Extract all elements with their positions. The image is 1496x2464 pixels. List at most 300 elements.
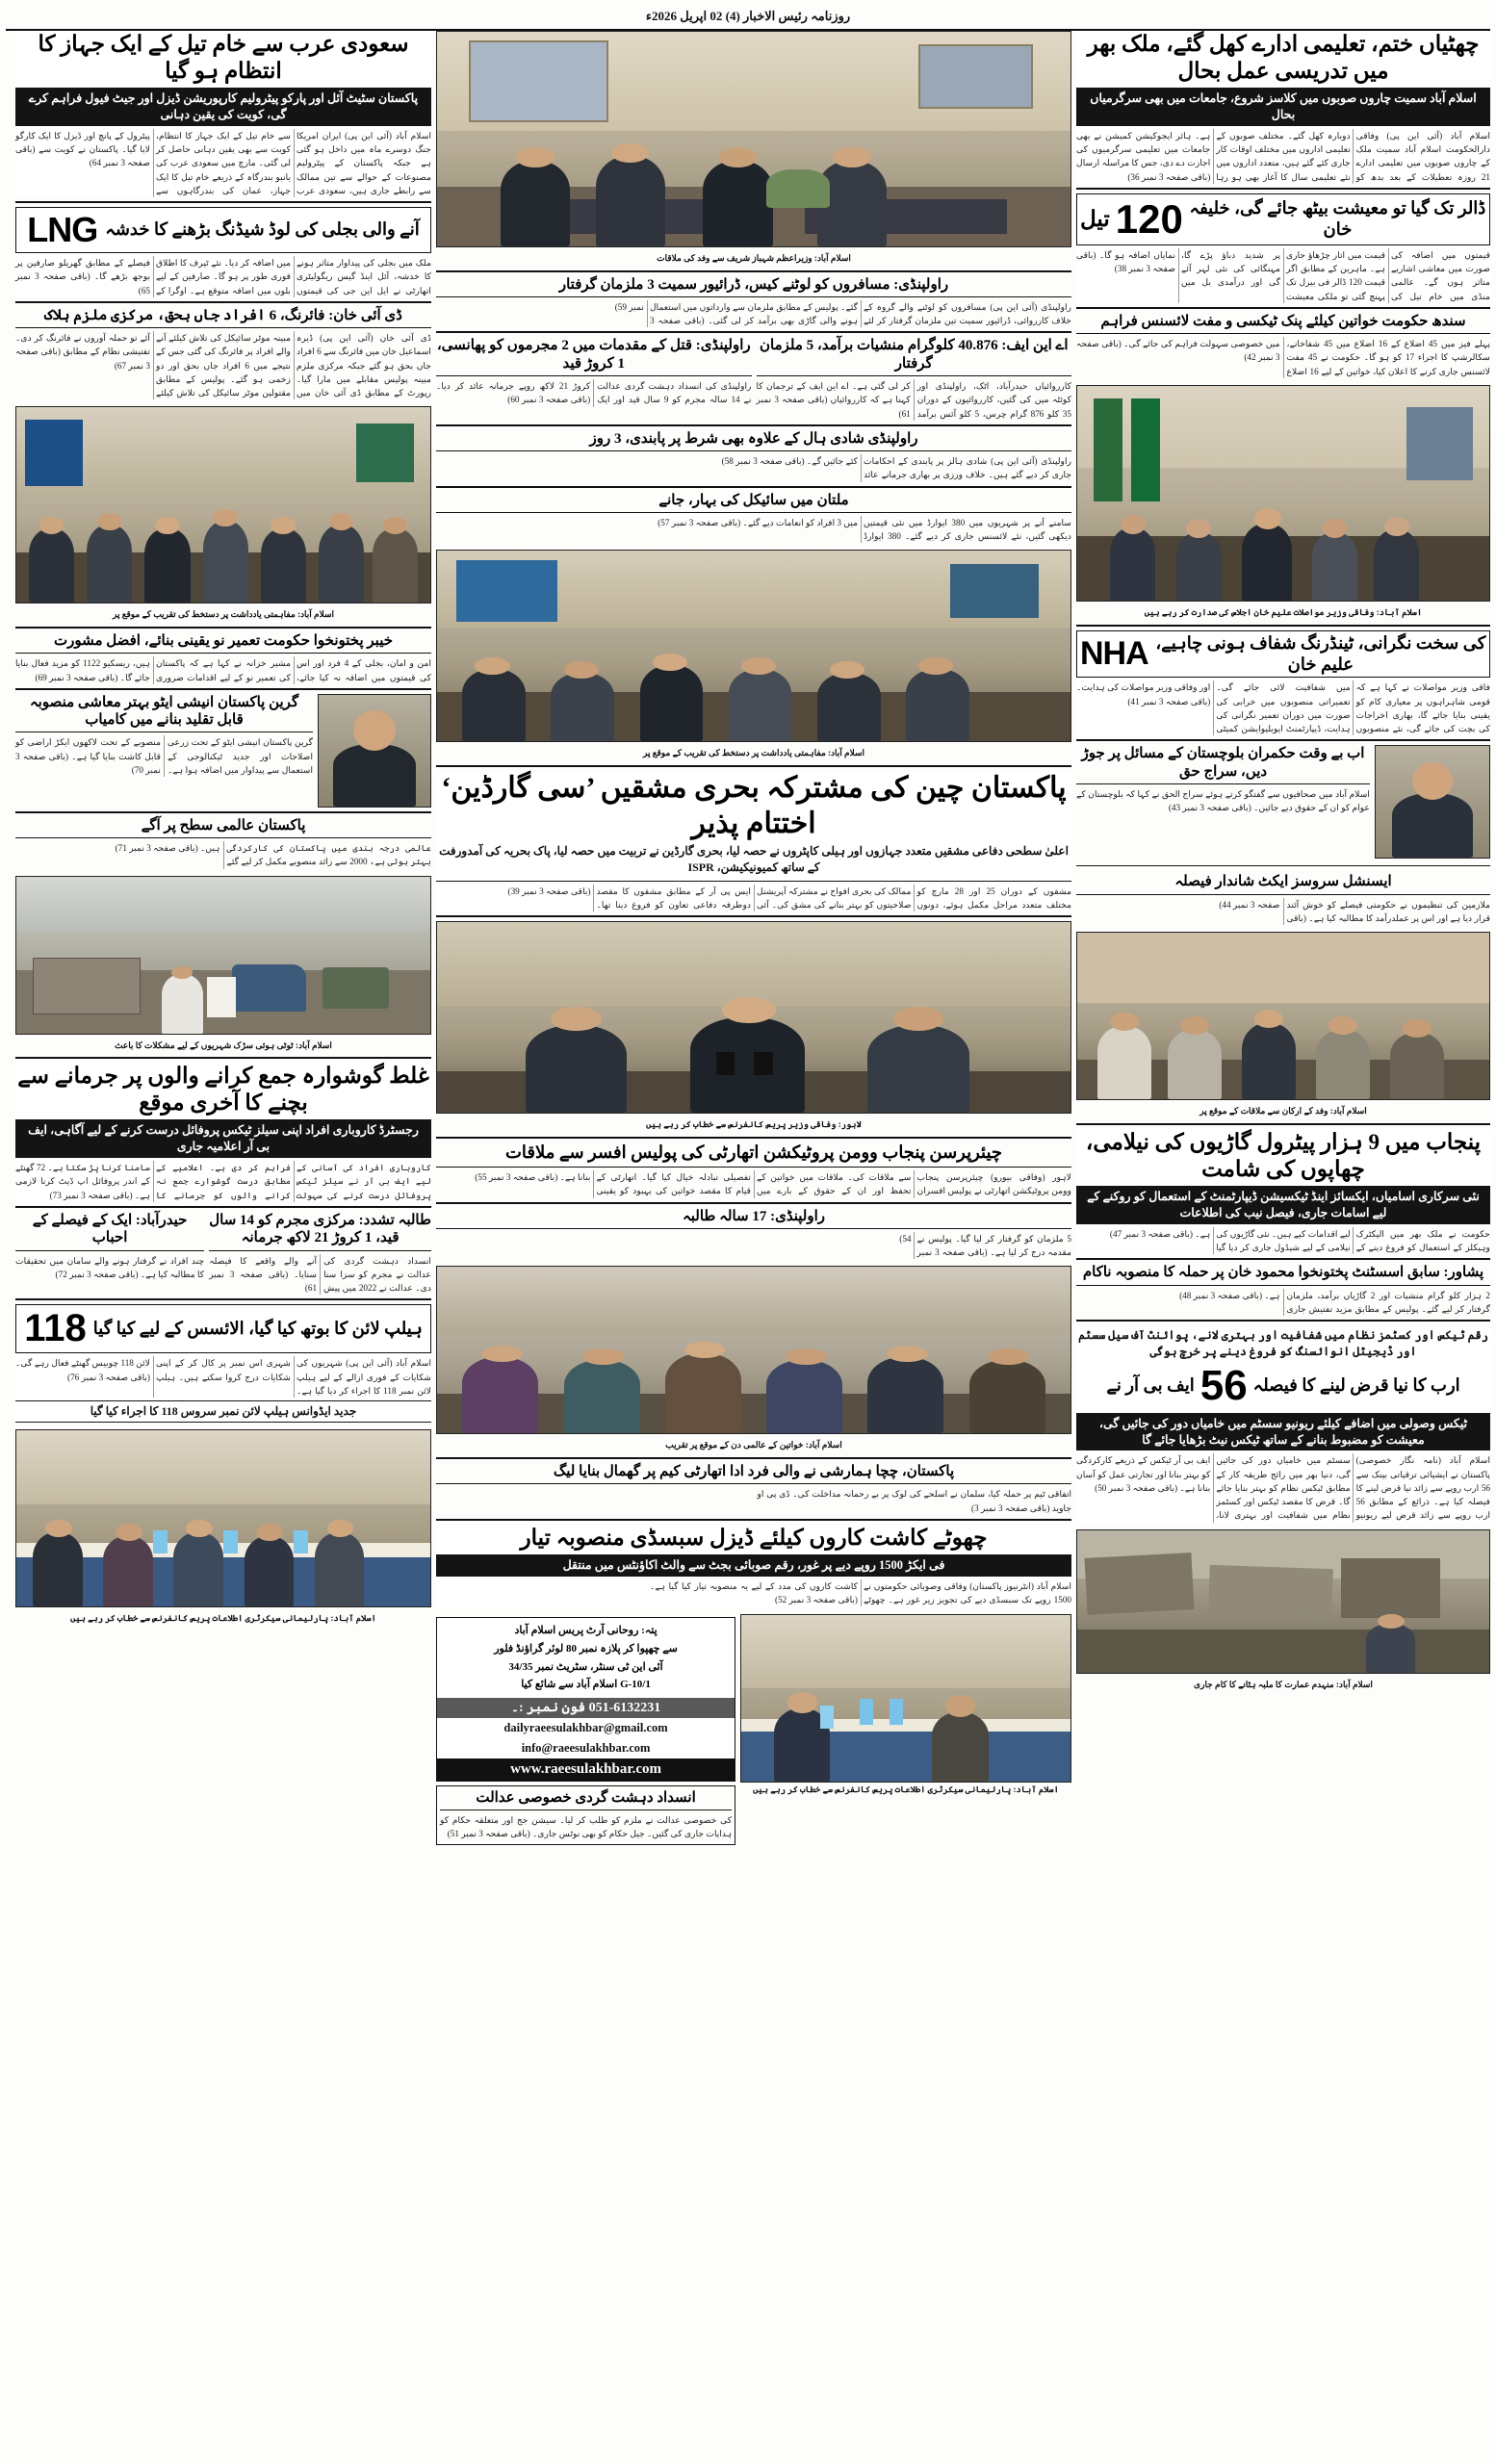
- photo-group-signing: [15, 406, 431, 603]
- divider: [1076, 625, 1490, 627]
- photo-water-bottle: [223, 1530, 238, 1553]
- story-ghalat: [15, 1063, 431, 1202]
- divider: [436, 450, 1071, 451]
- fbr56-headline: ارب کا نیا قرض لینے کا فیصلہ: [1252, 1374, 1460, 1395]
- photo-debris: [1084, 1553, 1194, 1615]
- photo-vehicle: [322, 967, 389, 1008]
- anti-terror-jump: (باقی صفحہ 3 نمبر 51): [447, 1829, 530, 1839]
- photo-person: [1110, 527, 1155, 601]
- photo-person: [906, 669, 969, 741]
- photo-backdrop: [1077, 933, 1489, 1099]
- caption-rubble: اسلام آباد: منہدم عمارت کا ملبہ ہٹانے کا کام جاری: [1194, 1679, 1373, 1689]
- photo-wall: [437, 1267, 1070, 1333]
- pak-cricket-body: [436, 1487, 1071, 1515]
- dikhan-body: [15, 331, 431, 399]
- nha-body: [1076, 680, 1490, 735]
- caption-conference: اسلام آباد: پارلیمانی سیکرٹری اطلاعات پریس کانفرنس سے خطاب کر رہے ہیں: [753, 1784, 1059, 1795]
- hyderabad-body: [15, 1254, 204, 1282]
- fbr56-body-text: اسلام آباد (نامہ نگار خصوصی) پاکستان نے ایشیائی ترقیاتی بینک سے 56 ارب روپے سے زائد نیا قرض لینے کا فیصلہ کیا ہے۔ ذرائع کے مطابق 56 ارب روپے سے زائد قرض لیے ریونیو سسٹم میں خامیاں دور کی جائیں گی، دنیا بھر میں رائج طریقہ کار کے مطابق ٹیکس نظام کو بہتر بنایا جائے گا۔ قرض کا مقصد ٹیکس اور کسٹمز نظام میں شفافیت اور بہتری لانا، ایف بی آر ٹیکس کے ذریعے کارکردگی کو بہتر بنانا اور تجارتی عمل کو آسان بنانا ہے۔: [1076, 1455, 1490, 1521]
- contact-address-line2: سے چھپوا کر پلازہ نمبر 80 لوئر گراؤنڈ فلور: [494, 1642, 678, 1655]
- contact-box: [436, 1617, 735, 1782]
- saudi-jump: (باقی صفحہ 3 نمبر 64): [15, 144, 150, 168]
- divider: [436, 270, 1071, 272]
- photo-person: [245, 1536, 295, 1606]
- punjab-card-body-text: حکومت نے ملک بھر میں الیکٹرک وہیکلز کے استعمال کو فروغ دینے کے لیے اقدامات کیے ہیں۔ نئی گاڑیوں کی نیلامی کے لیے شیڈول جاری کر دیا گیا ہے۔: [1195, 1228, 1490, 1253]
- rwp-student-jump: (باقی صفحہ 3 نمبر 54): [899, 1233, 988, 1258]
- photo-person: [173, 1532, 223, 1606]
- photo-person: [867, 1357, 943, 1434]
- photo-microphone: [716, 1052, 735, 1075]
- photo-screen: [1406, 407, 1472, 480]
- divider: [15, 327, 431, 328]
- lng-body: [15, 256, 431, 297]
- divider: [436, 1457, 1071, 1459]
- divider: [436, 1137, 1071, 1139]
- contact-address-line1: پتہ: روحانی آرٹ پریس اسلام آباد: [514, 1625, 658, 1637]
- story-pak-china: [436, 771, 1071, 911]
- kpk-jump: (باقی صفحہ 3 نمبر 69): [35, 672, 118, 682]
- pak-cricket-body-text: اتفاقی ٹیم پر حملہ کیا، سلمان نے اسلحے کی لوک پر بے رحمانہ مداخلت کی۔ ڈی پی او جاوید: [757, 1489, 1071, 1513]
- anf-body-text: کارروائیاں حیدرآباد، اٹک، راولپنڈی اور کوئٹہ میں کی گئیں، کارروائیوں کے دوران 35 کلو 876 گرام چرس، 5 کلو آئس برآمد کر لی گئی ہے۔ اے این ایف کے ترجمان کا کہنا ہے کہ کارروائیاں: [756, 381, 1071, 419]
- divider: [15, 201, 431, 203]
- photo-backdrop: [16, 1430, 430, 1606]
- photo-person-head: [353, 710, 396, 751]
- photo-backdrop: [16, 407, 430, 603]
- green-pak-body: [15, 735, 313, 777]
- balochistan-row: [1076, 745, 1490, 859]
- photo-person: [462, 669, 526, 741]
- photo-pedestrian: [162, 974, 203, 1034]
- story-fbr56: [1076, 1325, 1490, 1523]
- punjab-card-jump: (باقی صفحہ 3 نمبر 47): [1109, 1228, 1193, 1239]
- story-rawalpindi-arrest: [436, 276, 1071, 328]
- ghalat-jump: (باقی صفحہ 3 نمبر 73): [49, 1190, 133, 1200]
- photo-backdrop: [1077, 1530, 1489, 1673]
- nha-body-text: فاقی وزیر مواصلات نے کہا ہے کہ قومی شاہراہوں پر معیاری کام کو یقینی بنایا جائے گا، بھاری اخراجات کی بچت کی جائے گی، نئے منصوبوں میں شفافیت لائی جائے گی۔ تعمیراتی منصوبوں میں خرابی کی صورت میں دوران تعمیر نگرانی کی ہدایت، ڈیپارٹمنٹ ایویلیوایشن کمیٹی اور وفاقی وزیر مواصلات کی ہدایت۔: [1076, 682, 1490, 734]
- pak-global-headline: پاکستان عالمی سطح پر آگے: [141, 817, 306, 834]
- anf-jump: (باقی صفحہ 3 نمبر 61): [756, 395, 911, 419]
- diesel-body-text: اسلام آباد (انٹرنیوز پاکستان) وفاقی وصوبائی حکومتوں نے 1500 روپے تک سبسڈی دیے کی تجویز زیر غور ہے۔ چھوٹے کاشت کاروں کی مدد کے لیے یہ منصوبہ تیار کیا گیا ہے۔: [650, 1580, 1071, 1604]
- photo-person: [932, 1712, 988, 1783]
- sindh-headline: سندھ حکومت خواتین کیلئے پنک ٹیکسی و مفت لائسنس فراہم: [1100, 313, 1466, 329]
- photo-person-head: [1180, 1016, 1209, 1035]
- helpline-headline: ہیلپ لائن کا بوتھ کیا گیا، الائسس کے لیے کیا گیا: [92, 1318, 423, 1338]
- photo-water-bottle: [820, 1706, 834, 1729]
- photo-person: [551, 673, 614, 741]
- punjab-police-jump: (باقی صفحہ 3 نمبر 55): [475, 1172, 558, 1183]
- column-right: [1076, 31, 1490, 2456]
- divider: [1076, 1123, 1490, 1125]
- rwp-arrest-jump: (باقی صفحہ 3 نمبر 59): [614, 301, 705, 326]
- divider: [1076, 739, 1490, 741]
- anti-terror-headline: انسداد دہشت گردی خصوصی عدالت: [476, 1789, 696, 1806]
- lng-body-text: ملک میں بجلی کی پیداوار متاثر ہونے کا خدشہ، آئل اینڈ گیس ریگولیٹری اتھارٹی نے ایل این جی کی قیمتوں میں اضافہ کر دیا۔ نئے ٹیرف کا اطلاق فوری طور پر ہو گا۔ صارفین کے لیے بلوں میں اضافہ متوقع ہے۔ اوگرا کے فیصلے کے مطابق گھریلو صارفین پر بوجھ بڑھے گا۔: [15, 258, 431, 295]
- anf-body: [757, 379, 1072, 421]
- wedding-jump: (باقی صفحہ 3 نمبر 58): [721, 456, 805, 467]
- photo-women: [436, 1266, 1071, 1434]
- story-rwp-student: [436, 1208, 1071, 1260]
- dikhan-body-text: ڈی آئی خان (آئی این پی) ڈیرہ اسماعیل خان میں فائرنگ سے 6 افراد جاں بحق ہو گئے جبکہ مرکزی ملزم مبینہ پولیس مقابلے میں مارا گیا۔ رپورٹ کے مطابق ڈی آئی خان میں مبینہ موٹر سائیکل کی تلاش کیلئے آنے والے افراد پر فائرنگ کی گئی جس کے نتیجے میں 6 افراد جاں بحق اور دو زخمی ہو گئے۔ پولیس کے مطابق مقتولین موٹر سائیکل کی تلاش کیلئے آئے تو حملہ آوروں نے فائرنگ کر دی۔ تفتیشی نظام کے مطابق: [15, 333, 431, 398]
- ghalat-body-text: کاروباری افراد کی آسانی کے لیے ایف بی آر نے سیلز ٹیکس پروفائل درست کرنے کی سہولت فراہم کر دی ہے۔ اعلامیے کے مطابق درست گوشوارے جمع نہ کرانے والوں کو جرمانے کا سامنا کرنا پڑ سکتا ہے۔ 72 گھنٹے کے اندر پروفائل اپ ڈیٹ کرنا لازمی ہے۔: [15, 1163, 431, 1200]
- pak-china-subhead: اعلیٰ سطحی دفاعی مشقیں متعدد جہازوں اور ہیلی کاپٹروں نے حصہ لیا، بحری گارڈین نے تربیت میں حصہ لیا، پاک بحریہ کی آمدورفت کے ساتھ کمیونیکیشن، ISPR: [439, 844, 1069, 875]
- photo-backdrop: [741, 1615, 1070, 1782]
- anf-headline: اے این ایف: 40.876 کلوگرام منشیات برآمد، 5 ملزمان گرفتار: [759, 338, 1069, 372]
- photo-screen: [356, 424, 414, 482]
- greenpak-row: [15, 694, 431, 808]
- divider: [15, 1206, 431, 1208]
- photo-portrait-official: [1375, 745, 1490, 859]
- divider: [436, 915, 1071, 917]
- peshawar-body: [1076, 1289, 1490, 1317]
- photo-person-head: [1121, 515, 1146, 534]
- photo-person-head: [1254, 508, 1281, 529]
- punjab-police-headline: چیئرپرسن پنجاب وومن پروٹیکشن اتھارٹی کی پولیس افسر سے ملاقات: [504, 1142, 1003, 1163]
- rwp-fine-headline: راولپنڈی: قتل کے مقدمات میں 2 مجرموں کو پھانسی، 1 کروڑ قید: [436, 338, 751, 372]
- photo-person-head: [551, 1007, 602, 1032]
- rwp-student-headline: راولپنڈی: 17 سالہ طالبہ: [682, 1208, 826, 1224]
- contact-wrap: [436, 1614, 735, 1844]
- pak-china-jump: (باقی صفحہ 3 نمبر 39): [507, 886, 591, 896]
- leftrow-taliba: [15, 1212, 431, 1295]
- story-multan: [436, 492, 1071, 544]
- fbr56-banner-top: رقم ٹیکس اور کسٹمز نظام میں شفافیت اور بہتری لانے، پوائنٹ آف سیل سسٹم اور ڈیجیٹل انوائسنگ کو فروغ دینے پر خرچ ہوگی: [1078, 1328, 1488, 1358]
- story-dikhan: [15, 307, 431, 400]
- balochistan-body: [1076, 787, 1370, 815]
- photo-person-head: [722, 997, 776, 1024]
- hyderabad-body-text: چند افراد نے گرفتار ہونے والے سامان میں تحقیقات کا مطالبہ کیا ہے۔: [15, 1255, 205, 1279]
- photo-water-bottle: [153, 1530, 168, 1553]
- essential-jump: (باقی صفحہ 3 نمبر 44): [1219, 899, 1306, 924]
- caption-panel-conference: اسلام آباد: پارلیمانی سیکرٹری اطلاعات پریس کانفرنس سے خطاب کر رہے ہیں: [70, 1612, 376, 1623]
- contact-phone-number: 051-6132231: [588, 1700, 661, 1715]
- bottom-row: [436, 1614, 1071, 1844]
- photo-flag-a: [1094, 398, 1122, 501]
- divider: [1076, 1258, 1490, 1260]
- photo-person-head: [481, 1346, 523, 1362]
- helpline-body-text: اسلام آباد (آئی این پی) شہریوں کی شکایات کے فوری ازالے کے لیے ہیلپ لائن نمبر 118 کا اجراء کر دیا گیا ہے۔ شہری اس نمبر پر کال کر کے اپنی شکایات درج کروا سکتے ہیں۔ ہیلپ لائن 118 چوبیس گھنٹے فعال رہے گی۔: [15, 1358, 431, 1396]
- photo-backdrop: [437, 551, 1070, 741]
- pak-global-body-text: عالمی درجہ بندی میں پاکستان کی کارکردگی بہتر ہوئی ہے، 2000 سے زائد منصوبے مکمل کر لیے گئے ہیں۔: [199, 843, 431, 867]
- masthead: [6, 4, 1490, 29]
- photo-person: [87, 525, 132, 603]
- column-left: [15, 31, 431, 2456]
- oil-big-number: 120: [1115, 195, 1183, 242]
- page-body: [6, 31, 1490, 2456]
- photo-person: [665, 1353, 741, 1433]
- midrow-3: [436, 1463, 1071, 1515]
- fbr56-jump: (باقی صفحہ 3 نمبر 50): [1095, 1482, 1178, 1493]
- photo-panel-conference: [15, 1429, 431, 1607]
- story-pak-cricket: [436, 1463, 1071, 1515]
- story-rwp-fine: [436, 337, 752, 420]
- wedding-headline: راولپنڈی شادی ہال کے علاوہ بھی شرط پر پابندی، 3 روز: [589, 430, 918, 447]
- divider: [15, 1057, 431, 1059]
- photo-person: [319, 525, 364, 603]
- divider: [436, 881, 1071, 882]
- caption-presser: لاہور: وفاقی وزیر پریس کانفرنس سے خطاب کر رہے ہیں: [646, 1119, 862, 1130]
- punjab-police-body-text: لاہور (وفاقی بیورو) چیئرپرسن پنجاب وومن پروٹیکشن اتھارٹی نے پولیس افسران سے ملاقات کی۔ ملاقات میں خواتین کے تحفظ اور ان کے حقوق کے بارے میں تفصیلی تبادلہ خیال کیا گیا۔ اتھارٹی کے قیام کا مقصد خواتین کی بہبود کو یقینی بنانا ہے۔: [559, 1172, 1071, 1196]
- divider: [15, 688, 431, 690]
- pak-cricket-jump: (باقی صفحہ 3 نمبر 3): [971, 1502, 1050, 1513]
- helpline-big-number: 118: [24, 1307, 87, 1350]
- story-kpk: [15, 632, 431, 684]
- photo-conference: [740, 1614, 1071, 1783]
- photo-person: [640, 665, 704, 741]
- photo-person-head: [475, 657, 509, 675]
- photo-person-head: [1254, 1010, 1283, 1028]
- photo-person: [867, 1025, 968, 1113]
- photo-conference-wrap: [740, 1614, 1071, 1798]
- peshawar-jump: (باقی صفحہ 3 نمبر 48): [1179, 1290, 1263, 1300]
- photo-person-head: [1384, 517, 1409, 536]
- nha-brand: NHA: [1080, 635, 1148, 673]
- wedding-body: [436, 454, 1071, 482]
- rwp-arrest-headline: راولپنڈی: مسافروں کو لوٹنے کیس، ڈرائیور سمیت 3 ملزمان گرفتار: [558, 276, 949, 293]
- photo-plant: [766, 169, 830, 208]
- photo-trench: [33, 958, 141, 1014]
- divider: [436, 331, 1071, 333]
- photo-person-head: [1328, 1016, 1357, 1035]
- photo-person-head: [1412, 762, 1453, 800]
- story-pakistan-global: [15, 817, 431, 869]
- photo-screen: [950, 564, 1039, 617]
- caption-delegation: اسلام آباد: وفد کے ارکان سے ملاقات کے موقع پر: [1199, 1106, 1367, 1116]
- photo-signing: [436, 550, 1071, 742]
- divider: [436, 765, 1071, 767]
- divider: [15, 301, 431, 303]
- taliba-jump: (باقی صفحہ 3 نمبر 61): [209, 1269, 318, 1294]
- ghalat-body: [15, 1161, 431, 1202]
- divider: [1076, 307, 1490, 309]
- divider: [1076, 1320, 1490, 1322]
- schools-body: [1076, 129, 1490, 184]
- photo-debris: [1208, 1565, 1333, 1618]
- photo-person-head: [653, 654, 687, 671]
- divider: [436, 375, 752, 376]
- photo-person-head: [97, 513, 122, 530]
- pak-china-headline: پاکستان چین کی مشترکہ بحری مشقیں ’سی گارڈین‘ اختتام پذیر: [441, 772, 1067, 839]
- photo-backdrop: [319, 695, 430, 807]
- photo-wall: [741, 1615, 1070, 1688]
- rwp-fine-body: [436, 379, 752, 407]
- photo-person-head: [1378, 1614, 1405, 1629]
- contact-website[interactable]: www.raeesulakhbar.com: [437, 1758, 735, 1781]
- story-wedding: [436, 430, 1071, 482]
- divider: [15, 837, 431, 838]
- rwp-arrest-body-text: راولپنڈی (آئی این پی) مسافروں کو لوٹنے والے گروہ کے خلاف کارروائی، ڈرائیور سمیت تین ملزمان گرفتار کر لئے گئے۔ پولیس کے مطابق ملزمان سے وارداتوں میں استعمال ہونے والی گاڑی بھی برآمد کر لی گئی۔: [650, 301, 1071, 326]
- photo-flag: [207, 977, 236, 1017]
- caption-street: اسلام آباد: ٹوٹی ہوئی سڑک شہریوں کے لیے مشکلات کا باعث: [115, 1040, 332, 1050]
- story-nha: [1076, 630, 1490, 736]
- divider: [436, 486, 1071, 488]
- column-middle: [436, 31, 1071, 2456]
- photo-rubble: [1076, 1529, 1490, 1674]
- photo-backdrop: [437, 1267, 1070, 1433]
- photo-person: [564, 1360, 640, 1433]
- rwp-arrest-body: [436, 300, 1071, 328]
- divider: [1076, 783, 1370, 784]
- lng-headline: آنے والی بجلی کی لوڈ شیڈنگ بڑھنے کا خدشہ: [105, 219, 420, 240]
- divider: [436, 296, 1071, 297]
- photo-person: [261, 528, 306, 603]
- dikhan-headline: ڈی آئی خان: فائرنگ، 6 افراد جاں بحق، مرکزی ملزم ہلاک: [44, 307, 402, 323]
- photo-person: [333, 744, 416, 807]
- fbr56-body: [1076, 1453, 1490, 1522]
- photo-street: [15, 876, 431, 1035]
- nha-headline: کی سخت نگرانی، ٹینڈرنگ شفاف ہونی چاہیے، علیم خان: [1155, 632, 1486, 674]
- green-pak-jump: (باقی صفحہ 3 نمبر 70): [15, 751, 161, 775]
- photo-debris: [1341, 1558, 1440, 1618]
- contact-address-line4: G-10/1 اسلام آباد سے شائع کیا: [521, 1679, 651, 1691]
- photo-person-head: [171, 966, 193, 979]
- caption-women: اسلام آباد: خواتین کے عالمی دن کے موقع پر تقریب: [665, 1440, 842, 1450]
- diesel-headline: چھوٹے کاشت کاروں کیلئے ڈیزل سبسڈی منصوبہ تیار: [520, 1525, 988, 1550]
- photo-person-head: [945, 1695, 975, 1716]
- fbr56-headline-box: [1076, 1362, 1490, 1410]
- schools-jump: (باقی صفحہ 3 نمبر 36): [1127, 171, 1211, 182]
- lng-headline-box: [15, 207, 431, 253]
- divider: [436, 1167, 1071, 1168]
- contact-phone-label: فون نمبر :۔: [510, 1700, 586, 1715]
- photo-person: [373, 528, 418, 603]
- photo-person: [1374, 529, 1419, 601]
- divider: [15, 627, 431, 629]
- divider: [436, 424, 1071, 426]
- oil-body-text: قیمتوں میں اضافہ کی صورت میں معاشی اشاریے متاثر ہوں گے۔ عالمی منڈی میں خام تیل کی قیمت میں اتار چڑھاؤ جاری ہے۔ ماہرین کے مطابق اگر قیمت 120 ڈالر فی بیرل تک پہنچ گئی تو ملکی معیشت پر شدید دباؤ پڑے گا، مہنگائی کی نئی لہر آئے گی اور درآمدی بل میں نمایاں اضافہ ہو گا۔: [1099, 249, 1490, 301]
- photo-person: [1312, 532, 1357, 601]
- fbr56-headline-pre: ایف بی آر نے: [1106, 1374, 1195, 1395]
- contact-email-2[interactable]: info@raeesulakhbar.com: [437, 1738, 735, 1758]
- photo-person: [1366, 1624, 1415, 1672]
- photo-person: [144, 528, 190, 603]
- contact-phone-row[interactable]: [437, 1698, 735, 1718]
- rwp-fine-body-text: راولپنڈی کی انسداد دہشت گردی عدالت نے 14 سالہ مجرم کو 9 سال قید اور ایک کروڑ 21 لاکھ روپے جرمانہ عائد کر دیا۔: [436, 381, 752, 405]
- punjab-card-body: [1076, 1227, 1490, 1255]
- story-saudi: [15, 31, 431, 197]
- divider: [1076, 1285, 1490, 1286]
- pak-china-body: [436, 885, 1071, 912]
- photo-person: [817, 673, 881, 741]
- oil-headline-pre: تیل: [1080, 206, 1110, 231]
- photo-artwork: [918, 44, 1032, 109]
- divider: [1076, 865, 1490, 866]
- hyderabad-headline: حیدرآباد: ایک کے فیصلے کے احباب: [32, 1212, 188, 1246]
- punjab-police-body: [436, 1170, 1071, 1198]
- contact-address: [437, 1618, 735, 1698]
- balochistan-body-text: اسلام آباد میں صحافیوں سے گفتگو کرتے ہوئے سراج الحق نے کہا کہ بلوچستان کے عوام کو ان کے حقوق دیے جائیں۔: [1076, 789, 1370, 813]
- photo-person: [690, 1017, 804, 1113]
- multan-body: [436, 516, 1071, 544]
- anti-terror-body: [440, 1813, 732, 1841]
- photo-person: [1097, 1026, 1151, 1099]
- divider: [209, 1250, 431, 1251]
- pak-china-body-text: مشقوں کے دوران 25 اور 28 مارچ کو مختلف متعدد مراحل مکمل ہوئے، دونوں ممالک کی بحری افواج نے مشترکہ آپریشنل صلاحیتوں کو بہتر بنانے کی مشق کی۔ آئی ایس پی آر کے مطابق مشقوں کا مقصد دوطرفہ دفاعی تعاون کو فروغ دینا تھا۔: [596, 886, 1071, 911]
- fbr56-banner: ٹیکس وصولی میں اضافے کیلئے ریونیو سسٹم میں خامیاں دور کی جائیں گی، معیشت کو مضبوط بنانے کے ساتھ ٹیکس نیٹ بڑھایا جائے گا: [1076, 1413, 1490, 1451]
- photo-flag-b: [1131, 398, 1160, 501]
- photo-ground: [1077, 1630, 1489, 1672]
- photo-person: [1242, 1023, 1296, 1100]
- pak-global-jump: (باقی صفحہ 3 نمبر 71): [115, 843, 198, 854]
- taliba-body: [209, 1254, 431, 1296]
- divider: [15, 1298, 431, 1300]
- caption-nha-meeting: اسلام آباد: وفاقی وزیر مواصلات علیم خان اجلاس کی صدارت کر رہے ہیں: [1144, 606, 1423, 617]
- photo-person: [1168, 1030, 1222, 1100]
- pak-cricket-headline: پاکستان، چچا ہمارشی نے والی فرد ادا اتھارٹی کیم پر گھمال بنایا لیگ: [553, 1464, 955, 1480]
- photo-wall: [437, 922, 1070, 1006]
- hyderabad-jump: (باقی صفحہ 3 نمبر 72): [55, 1269, 139, 1279]
- photo-presser: [436, 921, 1071, 1114]
- divider: [15, 1250, 204, 1251]
- story-green-pak: [15, 694, 313, 808]
- photo-nha-meeting: [1076, 385, 1490, 602]
- oil-headline-box: [1076, 193, 1490, 245]
- story-balochistan: [1076, 745, 1370, 859]
- lng-jump: (باقی صفحہ 3 نمبر 65): [15, 271, 150, 295]
- story-hyderabad: [15, 1212, 204, 1295]
- oil-jump: (باقی صفحہ 3 نمبر 38): [1076, 249, 1175, 274]
- photo-backdrop: [16, 877, 430, 1034]
- story-oil: [1076, 193, 1490, 303]
- ghalat-banner: رجسٹرڈ کاروباری افراد اپنی سیلز ٹیکس پروفائل درست کرنے کے لیے آگاہی، ایف بی آر اعلامیہ جاری: [15, 1119, 431, 1158]
- essential-headline: ایسنشل سروسز ایکٹ شاندار فیصلہ: [1174, 874, 1392, 890]
- rwp-student-body-text: 5 ملزمان کو گرفتار کر لیا گیا۔ پولیس نے مقدمہ درج کر لیا ہے۔: [916, 1233, 1072, 1258]
- photo-person: [462, 1357, 538, 1434]
- caption-group-signing: اسلام آباد: مفاہمتی یادداشت پر دستخط کی تقریب کے موقع پر: [112, 609, 335, 620]
- schools-body-text: اسلام آباد (آئی این پی) وفاقی دارالحکومت اسلام آباد سمیت ملک کے چاروں صوبوں میں تعلیمی ادارے 21 روزہ تعطیلات کے بعد بدھ کو دوبارہ کھل گئے۔ مختلف صوبوں کے تعلیمی اداروں میں مختلف اوقات کار جاری کئے گئے ہیں، متعدد اداروں میں نئے تعلیمی سال کا آغاز بھی ہو رہا ہے۔ ہائر ایجوکیشن کمیشن نے بھی جامعات میں تعلیمی سرگرمیوں کی اجازت دے دی، جس کا مراسلہ ارسال: [1076, 130, 1490, 182]
- divider: [1076, 188, 1490, 190]
- divider: [436, 1519, 1071, 1521]
- diesel-body: [436, 1579, 1071, 1607]
- saudi-body-text: اسلام آباد (آئی این پی) ایران امریکا جنگ دوسرے ماہ میں داخل ہو گئی ہے جبکہ پاکستان کے پیٹرولیم مصنوعات کے حوالے سے تین ممالک سے رابطے جاری ہیں، سعودی عرب سے خام تیل کے ایک جہاز کا انتظام، کویت سے بھی یقین دہانی حاصل کر لی گئی۔ مارچ میں سعودی عرب کی یانبو بندرگاہ کے ذریعے خام تیل کا ایک جہاز، عمان کی بندرگاہوں سے پیٹرول کے پانچ اور ڈیزل کا ایک کارگو لایا گیا۔ پاکستان نے کویت سے: [15, 130, 431, 195]
- schools-headline: چھٹیاں ختم، تعلیمی ادارے کھل گئے، ملک بھر میں تدریسی عمل بحال: [1087, 32, 1480, 84]
- photo-person: [703, 161, 772, 246]
- photo-person-head: [787, 1692, 817, 1713]
- photo-person: [969, 1360, 1045, 1433]
- caption-top-meeting: اسلام آباد: وزیراعظم شہباز شریف سے وفد کی ملاقات: [657, 253, 851, 263]
- photo-water-bottle: [294, 1530, 308, 1553]
- divider: [436, 1228, 1071, 1229]
- taliba-body-text: انسداد دہشت گردی کی عدالت نے مجرم کو سزا سنا دی۔ عدالت نے 2022 میں پیش آنے والے واقعے کا فیصلہ سنایا۔: [209, 1255, 431, 1294]
- story-essential: [1076, 873, 1490, 925]
- story-sindh-licence: [1076, 313, 1490, 378]
- contact-email-1[interactable]: dailyraeesulakhbar@gmail.com: [437, 1718, 735, 1738]
- pak-global-body: [15, 841, 431, 869]
- story-anf: [757, 337, 1072, 420]
- kpk-body-text: امن و امان، بجلی کے 4 فرد اور اس کی قیمتوں میں اضافہ نہ کیا جائے، مشیر خزانہ نے کہا ہے کہ پاکستان کی تعمیر نو کے لیے اقدامات ضروری ہیں، ریسکیو 1122 کو مزید فعال بنایا جائے گا۔: [15, 658, 431, 682]
- photo-person: [729, 669, 792, 741]
- photo-wall: [1077, 933, 1489, 1003]
- midrow-1: [436, 276, 1071, 328]
- photo-person-head: [741, 657, 776, 675]
- photo-person: [1242, 524, 1291, 601]
- kpk-body: [15, 656, 431, 684]
- multan-headline: ملتان میں سائیکل کی بہار، جانے: [658, 492, 849, 508]
- photo-delegation: [1076, 932, 1490, 1100]
- story-lng: [15, 207, 431, 297]
- divider: [1076, 894, 1490, 895]
- wedding-body-text: راولپنڈی (آئی این پی) شادی ہالز پر پابندی کے احکامات جاری کر دیے گئے ہیں۔ خلاف ورزی پر بھاری جرمانے عائد کئے جائیں گے۔: [806, 456, 1071, 480]
- diesel-banner: فی ایکڑ 1500 روپے دیے پر غور، رقم صوبائی بجٹ سے والٹ اکاؤنٹس میں منتقل: [436, 1554, 1071, 1577]
- photo-person-head: [719, 147, 757, 167]
- photo-person: [315, 1532, 365, 1606]
- photo-person: [1390, 1033, 1444, 1099]
- photo-portrait-minister: [318, 694, 431, 808]
- sindh-body-text: پہلے فیز میں 45 اضلاع کے 16 اضلاع میں 45 شفاخانے، سکالرشپ کا اجراء 17 کو ہو گا۔ حکومت نے 45 مفت لائسنس جاری کرنے کا اعلان کیا، خواتین کے لیے 16 اضلاع میں خصوصی سہولت فراہم کی جائے گی۔: [1123, 339, 1490, 376]
- kpk-headline: خیبر پختونخوا حکومت تعمیر نو یقینی بنائے، افضل مشورت: [53, 633, 394, 650]
- ghalat-headline: غلط گوشوارہ جمع کرانے والوں پر جرمانے سے بچنے کا آخری موقع: [17, 1064, 429, 1116]
- nha-headline-box: [1076, 630, 1490, 679]
- photo-person: [501, 161, 570, 246]
